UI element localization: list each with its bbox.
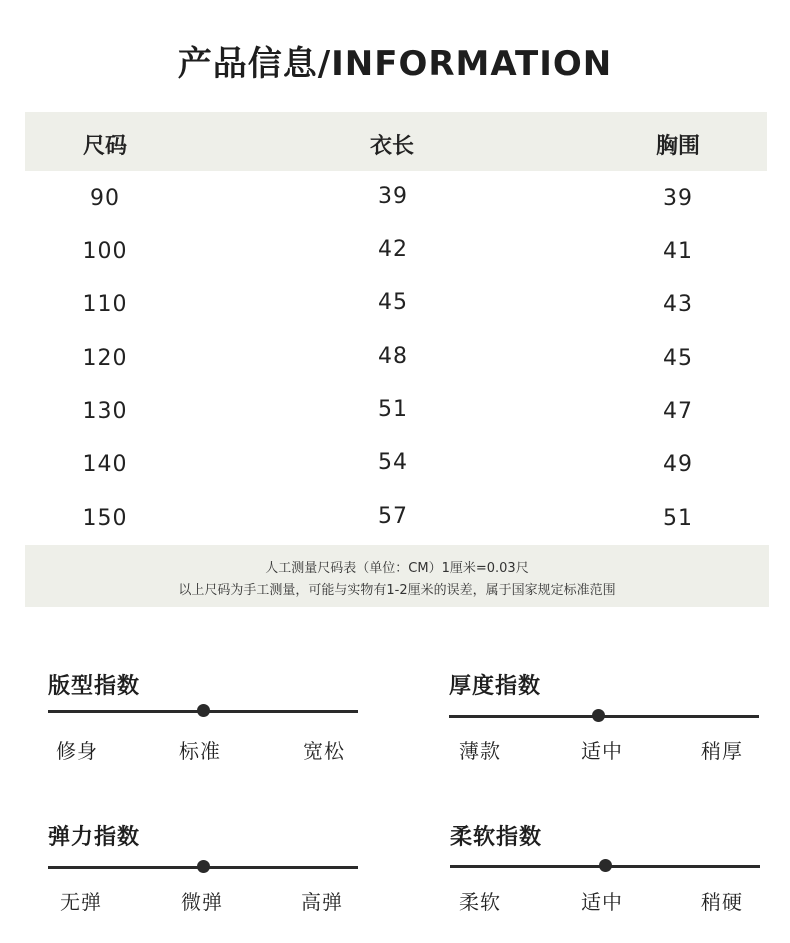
gauge-title: 弹力指数 (48, 825, 141, 850)
cell-length: 42 (378, 237, 408, 262)
gauge-marker (197, 860, 210, 873)
table-row (0, 346, 790, 399)
gauge-softness (450, 820, 762, 930)
table-row (0, 399, 790, 452)
cell-size: 110 (82, 292, 128, 317)
measurement-note (25, 545, 769, 607)
cell-length: 51 (378, 397, 408, 422)
table-row (0, 186, 790, 239)
cell-chest: 41 (663, 239, 693, 264)
gauge-label-high: 稍硬 (701, 890, 743, 914)
cell-length: 39 (378, 184, 408, 209)
gauge-label-mid: 微弹 (181, 890, 223, 914)
gauge-title: 柔软指数 (450, 825, 543, 850)
gauge-thickness (449, 669, 761, 779)
cell-chest: 49 (663, 452, 693, 477)
gauge-marker (599, 859, 612, 872)
table-row (0, 292, 790, 345)
gauge-label-mid: 适中 (581, 739, 623, 763)
gauge-marker (592, 709, 605, 722)
header-length: 衣长 (369, 134, 414, 159)
cell-length: 54 (378, 450, 408, 475)
header-chest: 胸围 (655, 134, 700, 159)
gauge-marker (197, 704, 210, 717)
table-row (0, 452, 790, 505)
cell-size: 150 (82, 506, 128, 531)
page-title: 产品信息/INFORMATION (177, 44, 613, 84)
size-table-header (25, 112, 767, 171)
cell-chest: 45 (663, 346, 693, 371)
cell-chest: 43 (663, 292, 693, 317)
cell-length: 57 (378, 504, 408, 529)
gauge-title: 厚度指数 (449, 674, 542, 699)
cell-size: 100 (82, 239, 128, 264)
cell-chest: 39 (663, 186, 693, 211)
gauge-fit (48, 669, 360, 779)
gauge-label-low: 薄款 (459, 739, 501, 763)
cell-length: 48 (378, 344, 408, 369)
gauge-label-high: 宽松 (303, 739, 345, 763)
gauge-label-high: 高弹 (301, 890, 343, 914)
header-size: 尺码 (82, 134, 127, 159)
gauge-label-low: 无弹 (60, 890, 102, 914)
gauge-label-high: 稍厚 (701, 739, 743, 763)
gauge-title: 版型指数 (48, 674, 141, 699)
cell-size: 90 (90, 186, 120, 211)
gauge-label-mid: 适中 (581, 890, 623, 914)
gauge-label-low: 柔软 (459, 890, 501, 914)
table-row (0, 239, 790, 292)
cell-chest: 51 (663, 506, 693, 531)
cell-length: 45 (378, 290, 408, 315)
note-line-1: 人工测量尺码表（单位：CM）1厘米=0.03尺 (265, 561, 529, 576)
note-line-2: 以上尺码为手工测量，可能与实物有1-2厘米的误差，属于国家规定标准范围 (178, 583, 616, 598)
cell-size: 130 (82, 399, 128, 424)
gauge-elasticity (48, 820, 360, 930)
cell-size: 140 (82, 452, 128, 477)
gauge-label-mid: 标准 (179, 739, 221, 763)
cell-chest: 47 (663, 399, 693, 424)
cell-size: 120 (82, 346, 128, 371)
gauge-label-low: 修身 (56, 739, 98, 763)
